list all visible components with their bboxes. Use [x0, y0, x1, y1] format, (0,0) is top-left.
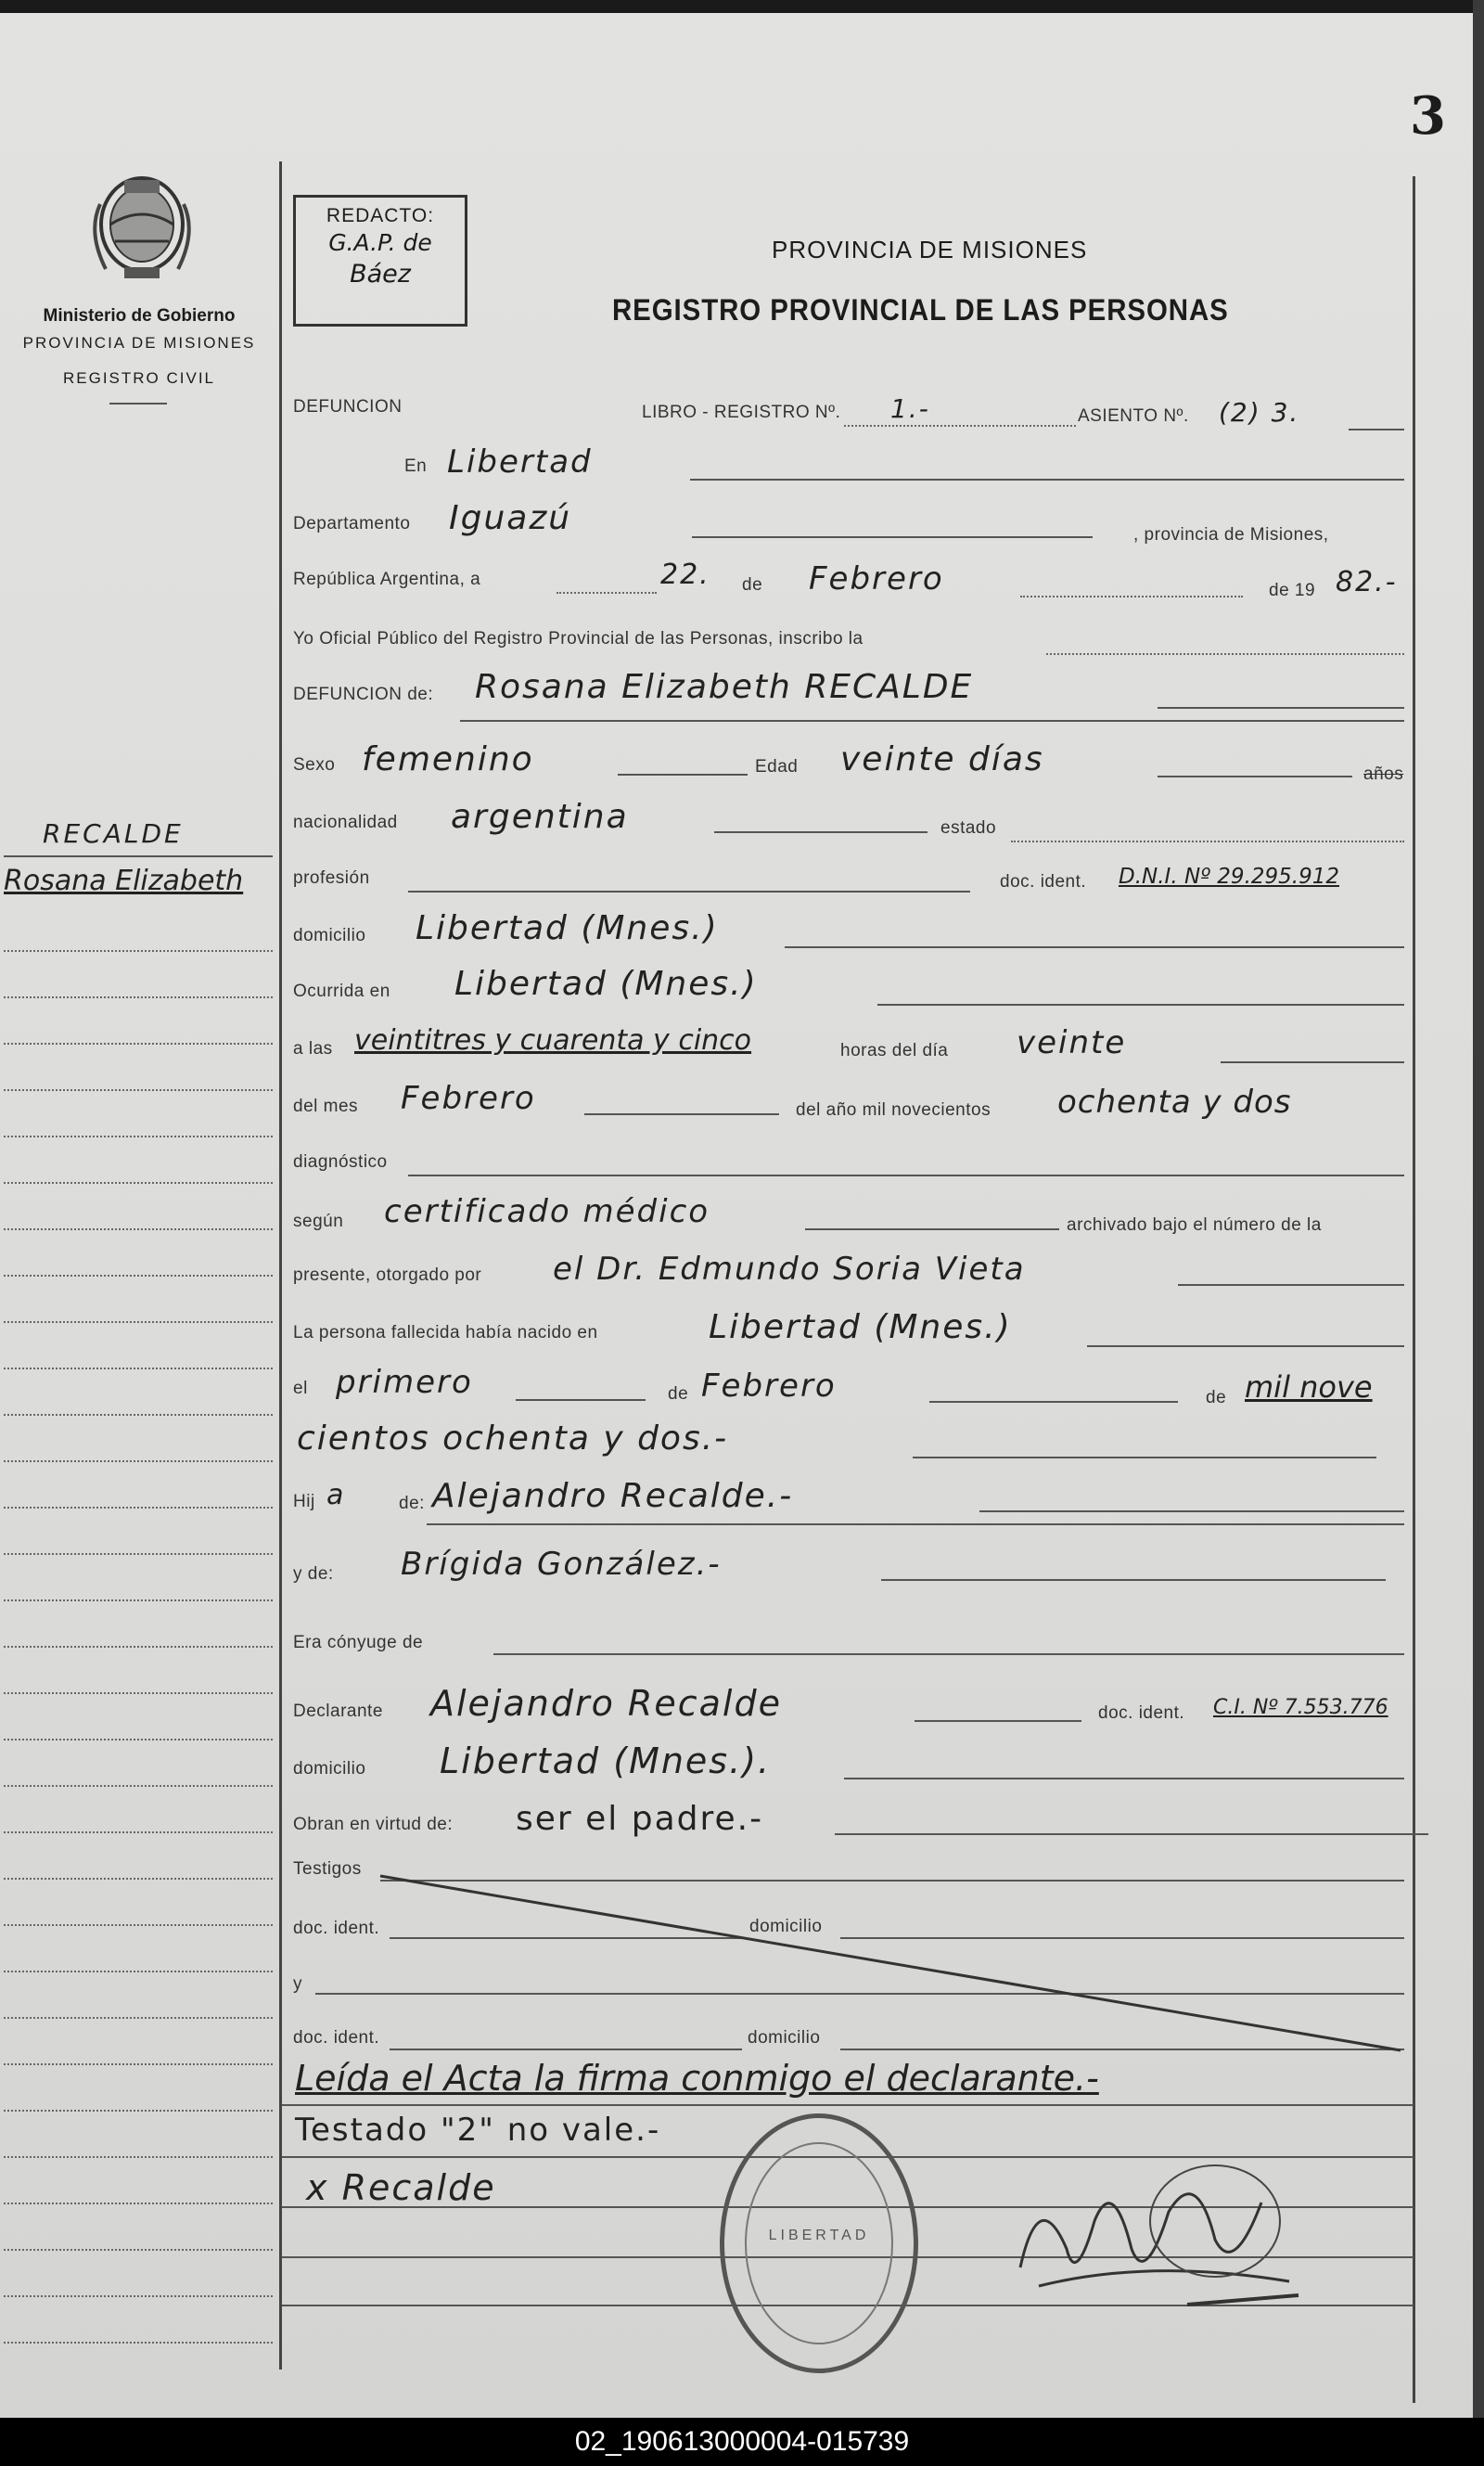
conyuge-label: Era cónyuge de: [293, 1633, 424, 1652]
de2-value: Febrero: [701, 1368, 837, 1405]
domicilio-label: domicilio: [293, 926, 366, 945]
libro-value: 1.-: [890, 393, 930, 424]
year-value: 82.-: [1336, 566, 1398, 598]
margin-rule-line: [4, 1228, 273, 1230]
profesion-label: profesión: [293, 868, 370, 888]
doc-ident-value: D.N.I. Nº 29.295.912: [1119, 865, 1339, 889]
yde-value: Brígida González.-: [401, 1546, 722, 1583]
day-value: 22.: [660, 559, 710, 591]
nacionalidad-label: nacionalidad: [293, 813, 398, 832]
departamento-value: Iguazú: [449, 499, 572, 537]
ministry-title: Ministerio de Gobierno: [43, 306, 236, 326]
margin-rule-line: [4, 1043, 273, 1045]
domicilio4-label: domicilio: [748, 2028, 821, 2048]
del-mes-value: Febrero: [401, 1080, 536, 1117]
estado-label: estado: [940, 818, 997, 838]
republica-label: República Argentina, a: [293, 570, 481, 589]
doc-ident2-label: doc. ident.: [1098, 1703, 1185, 1723]
province-heading: PROVINCIA DE MISIONES: [772, 236, 1088, 263]
month-value: Febrero: [809, 560, 944, 597]
ocurrida-label: Ocurrida en: [293, 982, 390, 1001]
de3-value: mil nove: [1245, 1369, 1373, 1405]
libro-label: LIBRO - REGISTRO Nº.: [642, 403, 841, 422]
margin-rule-line: [4, 1646, 273, 1648]
doc-ident3-label: doc. ident.: [293, 1919, 380, 1938]
domicilio2-value: Libertad (Mnes.).: [440, 1740, 772, 1781]
oficial-text: Yo Oficial Público del Registro Provincial de las Personas, inscribo la: [293, 629, 864, 649]
official-signature: [983, 2147, 1336, 2332]
ministry-registry: REGISTRO CIVIL: [62, 369, 216, 387]
ocurrida-value: Libertad (Mnes.): [454, 965, 758, 1003]
margin-rule-line: [4, 1692, 273, 1694]
margin-rule-line: [4, 1878, 273, 1880]
declarante-label: Declarante: [293, 1702, 383, 1721]
asiento-label: ASIENTO Nº.: [1078, 406, 1189, 426]
margin-rule-line: [4, 1089, 273, 1091]
nacido-label: La persona fallecida había nacido en: [293, 1323, 598, 1342]
del-ano-label: del año mil novecientos: [796, 1100, 991, 1120]
horas-label: horas del día: [840, 1041, 949, 1060]
margin-rule-line: [4, 1599, 273, 1601]
anos-label: años: [1363, 764, 1404, 784]
presente-label: presente, otorgado por: [293, 1265, 482, 1285]
el-label: el: [293, 1379, 308, 1398]
horas-value: veinte: [1017, 1024, 1127, 1061]
margin-rule-line: [4, 2295, 273, 2297]
left-margin-rule: [279, 161, 282, 2370]
nacionalidad-value: argentina: [451, 798, 629, 836]
margin-rule-line: [4, 2203, 273, 2204]
en-label: En: [404, 456, 428, 476]
de3-label: de: [1206, 1388, 1227, 1407]
declarante-value: Alejandro Recalde: [430, 1683, 782, 1724]
domicilio3-label: domicilio: [749, 1917, 823, 1936]
testigos-label: Testigos: [293, 1859, 362, 1879]
redacto-value-2: Báez: [350, 260, 411, 289]
margin-rule-line: [4, 1414, 273, 1416]
margin-rule-line: [4, 2249, 273, 2251]
doc-ident2-value: C.I. Nº 7.553.776: [1213, 1696, 1388, 1719]
provincia-text: , provincia de Misiones,: [1133, 525, 1329, 545]
margin-note-surname: RECALDE: [43, 818, 184, 849]
redacto-label: REDACTO:: [326, 205, 435, 226]
segun-value: certificado médico: [384, 1193, 710, 1230]
en-value: Libertad: [447, 443, 593, 481]
closing-line-1: Leída el Acta la firma conmigo el declarante.-: [295, 2058, 1099, 2099]
margin-rule-line: [4, 1460, 273, 1462]
right-margin-rule: [1413, 176, 1415, 2403]
redacto-box: [293, 195, 467, 327]
margin-rule-line: [4, 1368, 273, 1369]
hij-de-value: Alejandro Recalde.-: [432, 1477, 794, 1515]
hij-suffix: a: [326, 1479, 346, 1511]
margin-rule-line: [4, 1785, 273, 1787]
domicilio-value: Libertad (Mnes.): [416, 909, 719, 947]
margin-rule-line: [4, 1924, 273, 1926]
margin-rule-line: [4, 1971, 273, 1972]
margin-rule-line: [4, 996, 273, 998]
margin-rule-line: [4, 2063, 273, 2065]
document-page: [0, 13, 1473, 2418]
el-value: primero: [336, 1364, 473, 1401]
margin-rule-line: [4, 1739, 273, 1740]
margin-rule-line: [4, 1182, 273, 1184]
page-number: 3: [1410, 85, 1446, 147]
closing-line-2: Testado "2" no vale.-: [295, 2112, 661, 2149]
margin-rule-line: [4, 1507, 273, 1509]
defuncion-title: DEFUNCION: [293, 397, 403, 417]
registry-heading: REGISTRO PROVINCIAL DE LAS PERSONAS: [612, 293, 1229, 327]
cont-value: cientos ochenta y dos.-: [297, 1419, 729, 1458]
de2-label: de: [668, 1384, 689, 1404]
defuncion-de-value: Rosana Elizabeth RECALDE: [475, 668, 974, 706]
ministry-province: PROVINCIA DE MISIONES: [22, 334, 256, 352]
obran-value: ser el padre.-: [516, 1800, 764, 1838]
hij-de-label: de:: [399, 1494, 425, 1513]
del-mes-label: del mes: [293, 1097, 359, 1116]
a-las-label: a las: [293, 1039, 333, 1059]
margin-rule-line: [4, 1553, 273, 1555]
year-prefix: de 19: [1269, 581, 1316, 600]
redacto-value-1: G.A.P. de: [328, 229, 432, 256]
domicilio2-label: domicilio: [293, 1759, 366, 1779]
seal-text: LIBERTAD: [768, 2228, 870, 2243]
presente-value: el Dr. Edmundo Soria Vieta: [553, 1251, 1026, 1288]
hij-label: Hij: [293, 1492, 315, 1511]
testigos-cancellation-line: [371, 1869, 1410, 2063]
edad-label: Edad: [755, 757, 799, 777]
asiento-value: (2) 3.: [1219, 397, 1300, 428]
departamento-label: Departamento: [293, 514, 411, 533]
day-de-label: de: [742, 575, 763, 595]
yde-label: y de:: [293, 1564, 334, 1584]
nacido-value: Libertad (Mnes.): [709, 1308, 1012, 1346]
official-seal: [720, 2113, 918, 2373]
diagnostico-label: diagnóstico: [293, 1152, 388, 1172]
sexo-value: femenino: [362, 740, 534, 778]
margin-rule-line: [4, 950, 273, 952]
del-ano-value: ochenta y dos: [1057, 1084, 1292, 1121]
margin-rule-line: [4, 2017, 273, 2019]
defuncion-de-label: DEFUNCION de:: [293, 685, 434, 704]
page-right-edge: [1473, 0, 1484, 2418]
margin-rule-line: [4, 1136, 273, 1137]
doc-ident-label: doc. ident.: [1000, 872, 1087, 892]
closing-line-3: x Recalde: [306, 2167, 496, 2208]
obran-label: Obran en virtud de:: [293, 1815, 454, 1834]
margin-rule-line: [4, 2156, 273, 2158]
archivado-text: archivado bajo el número de la: [1067, 1215, 1322, 1235]
margin-rule-line: [4, 1275, 273, 1277]
a-las-value: veintitres y cuarenta y cinco: [354, 1024, 752, 1057]
margin-rule-line: [4, 1321, 273, 1323]
coat-of-arms-icon: [87, 167, 197, 288]
segun-label: según: [293, 1212, 344, 1231]
edad-value: veinte días: [840, 740, 1044, 778]
sexo-label: Sexo: [293, 755, 336, 775]
y-label: y: [293, 1974, 302, 1994]
margin-rule-line: [4, 2110, 273, 2112]
margin-rule-line: [4, 1831, 273, 1833]
margin-note-given: Rosana Elizabeth: [4, 865, 244, 897]
doc-ident4-label: doc. ident.: [293, 2028, 380, 2048]
footer-code: 02_190613000004-015739: [0, 2418, 1484, 2466]
margin-rule-line: [4, 2342, 273, 2344]
